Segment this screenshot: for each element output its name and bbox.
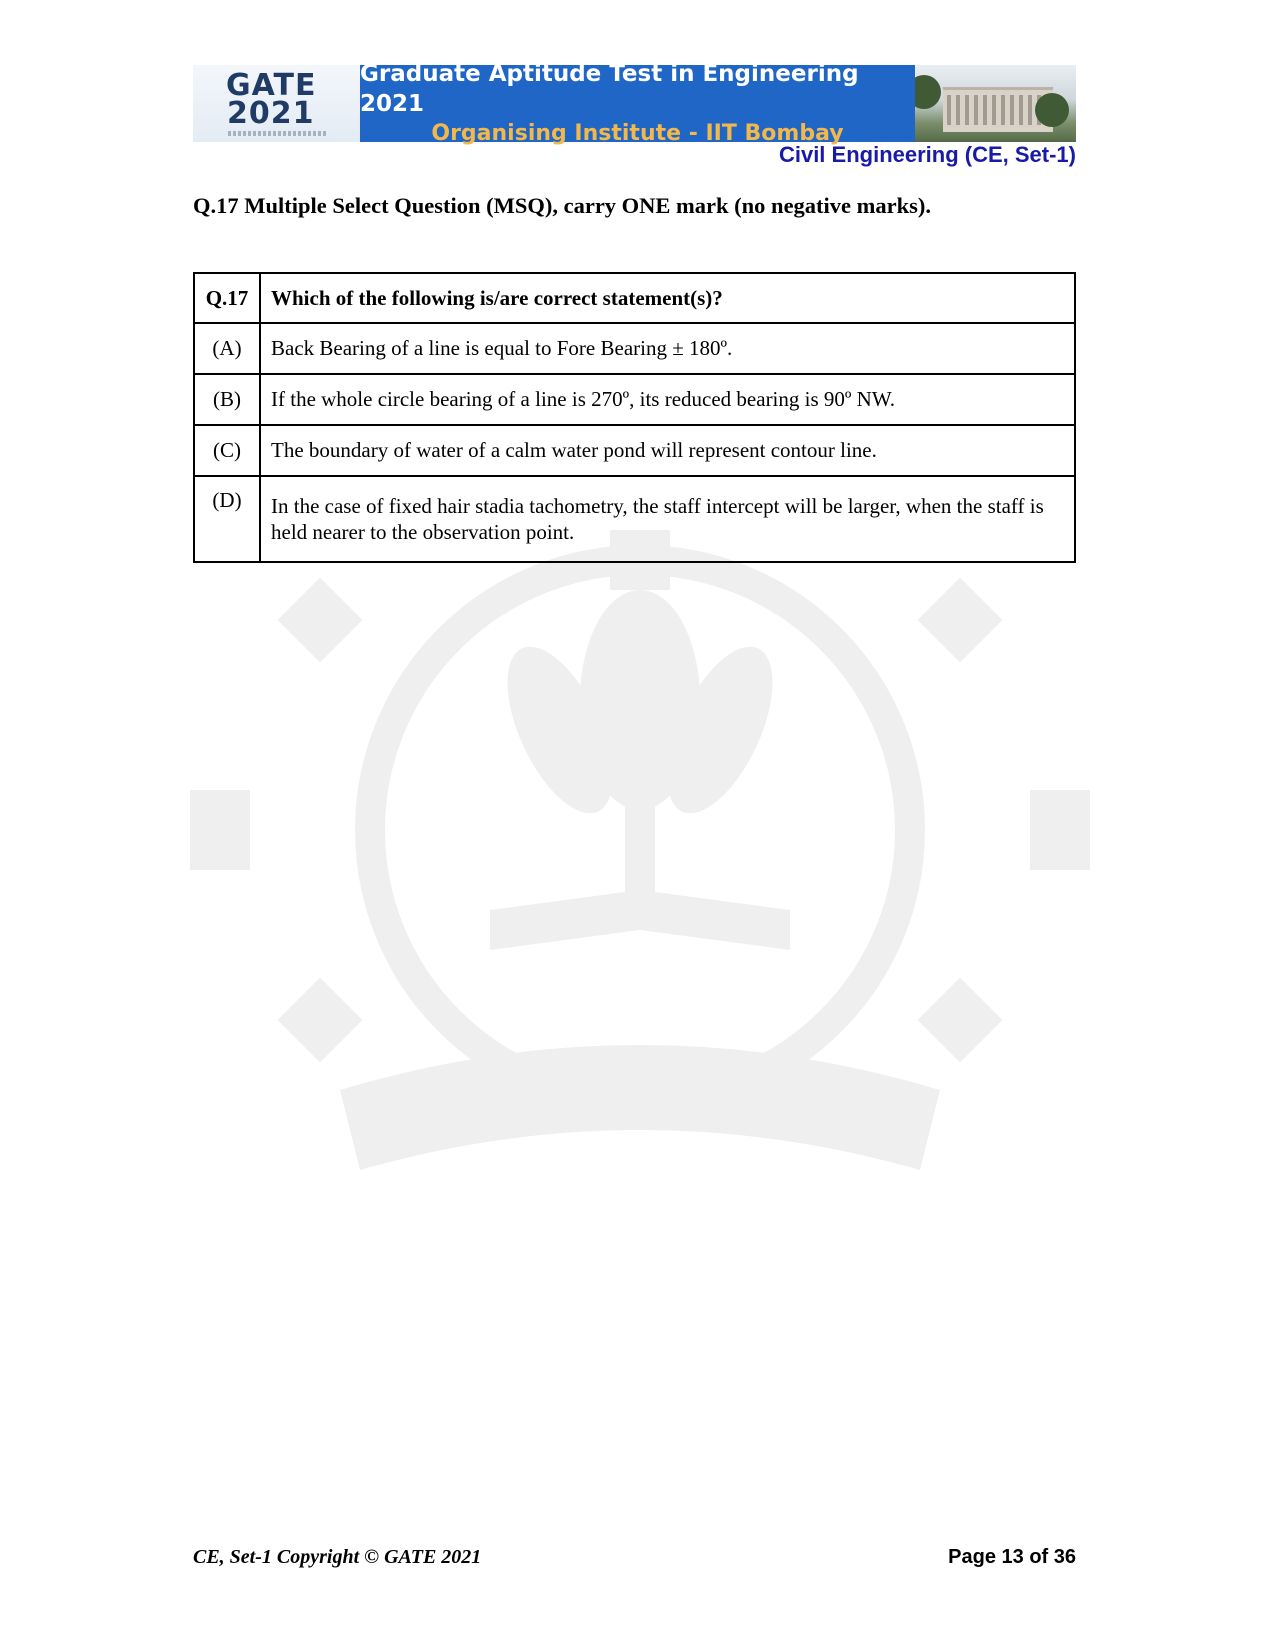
option-row-c [194,425,1075,476]
question-table [193,272,1076,563]
department-label: Civil Engineering (CE, Set-1) [778,142,1076,167]
logo-tagline [228,131,328,136]
gate-logo [193,65,360,142]
page-number: Page 13 of 36 [948,1546,1076,1568]
question-row [194,273,1075,323]
section-heading: Q.17 Multiple Select Question (MSQ), carry ONE mark (no negative marks). [193,193,932,218]
footer-copyright: CE, Set-1 Copyright © GATE 2021 [193,1546,482,1568]
option-text: In the case of fixed hair stadia tachometry, the staff intercept will be larger, when the staff is held nearer to the observation point. [260,476,1075,562]
option-label: (A) [194,323,260,374]
option-row-b [194,374,1075,425]
question-text: Which of the following is/are correct statement(s)? [260,273,1075,323]
exam-title: Graduate Aptitude Test in Engineering 2021 [360,60,859,117]
option-text: Back Bearing of a line is equal to Fore Bearing ± 180º. [260,323,1075,374]
option-label: (C) [194,425,260,476]
iit-bombay-emblem-watermark [190,530,1090,1210]
tree-shape [915,75,941,109]
logo-text-gate: GATE [226,68,317,103]
logo-text-year: 2021 [227,96,315,131]
option-row-d [194,476,1075,562]
building-windows [947,95,1049,125]
option-label: (B) [194,374,260,425]
question-number: Q.17 [194,273,260,323]
option-row-a [194,323,1075,374]
tree-shape [1035,93,1069,127]
option-text: If the whole circle bearing of a line is 270º, its reduced bearing is 90º NW. [260,374,1075,425]
option-label: (D) [194,476,260,562]
campus-photo [915,65,1076,142]
option-text: The boundary of water of a calm water pond will represent contour line. [260,425,1075,476]
banner-title [360,60,915,146]
header-banner [193,60,1076,146]
organising-institute: Organising Institute - IIT Bombay [431,120,844,146]
